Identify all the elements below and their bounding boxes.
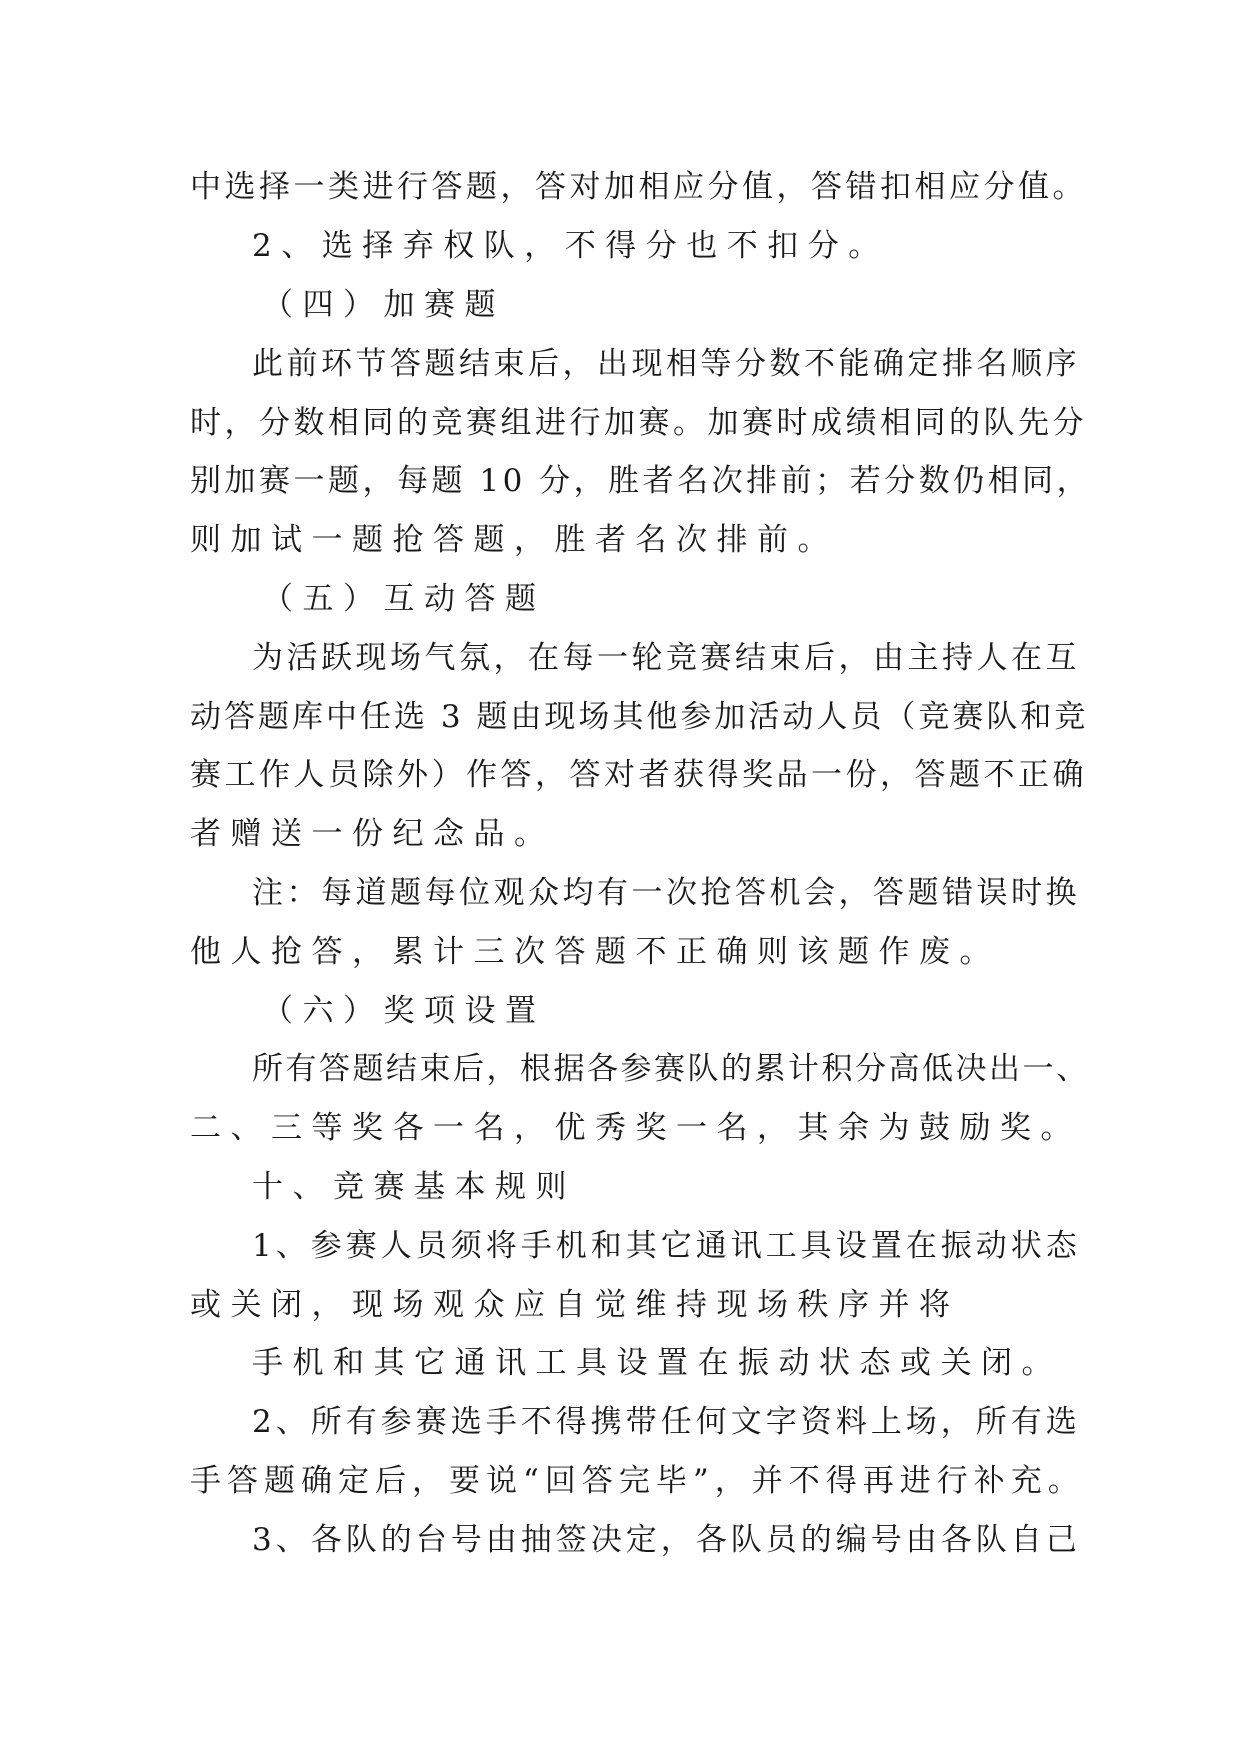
note-line: 他人抢答，累计三次答题不正确则该题作废。 <box>190 934 1000 970</box>
paragraph-line: 中选择一类进行答题，答对加相应分值，答错扣相应分值。 <box>190 169 1087 205</box>
section-heading: （四）加赛题 <box>262 287 505 323</box>
section-heading: （六）奖项设置 <box>262 993 546 1029</box>
paragraph-line: 手答题确定后，要说“回答完毕”，并不得再进行补充。 <box>190 1463 1085 1499</box>
section-heading: （五）互动答题 <box>262 581 546 617</box>
paragraph-line: 2、选择弃权队，不得分也不扣分。 <box>252 228 889 264</box>
section-heading: 十、竞赛基本规则 <box>252 1169 576 1205</box>
note-line: 注：每道题每位观众均有一次抢答机会，答题错误时换 <box>252 875 1080 911</box>
paragraph-line: 3、各队的台号由抽签决定，各队员的编号由各队自己 <box>252 1522 1081 1558</box>
paragraph-line: 者赠送一份纪念品。 <box>190 816 555 852</box>
paragraph-line: 为活跃现场气氛，在每一轮竞赛结束后，由主持人在互 <box>252 640 1080 676</box>
paragraph-line: 二、三等奖各一名，优秀奖一名，其余为鼓励奖。 <box>190 1110 1081 1146</box>
paragraph-line: 别加赛一题，每题 10 分，胜者名次排前；若分数仍相同， <box>190 463 1092 499</box>
paragraph-line: 或关闭，现场观众应自觉维持现场秩序并将 <box>190 1287 960 1323</box>
paragraph-line: 动答题库中任选 3 题由现场其他参加活动人员（竞赛队和竞 <box>190 699 1089 735</box>
paragraph-line: 手机和其它通讯工具设置在振动状态或关闭。 <box>252 1345 1062 1381</box>
paragraph-line: 此前环节答题结束后，出现相等分数不能确定排名顺序 <box>252 346 1080 382</box>
paragraph-line: 所有答题结束后，根据各参赛队的累计积分高低决出一、 <box>252 1051 1090 1087</box>
paragraph-line: 时，分数相同的竞赛组进行加赛。加赛时成绩相同的队先分 <box>190 405 1087 441</box>
paragraph-line: 则加试一题抢答题，胜者名次排前。 <box>190 522 838 558</box>
paragraph-line: 1、参赛人员须将手机和其它通讯工具设置在振动状态 <box>252 1228 1081 1264</box>
paragraph-line: 赛工作人员除外）作答，答对者获得奖品一份，答题不正确 <box>190 757 1087 793</box>
paragraph-line: 2、所有参赛选手不得携带任何文字资料上场，所有选 <box>252 1404 1081 1440</box>
